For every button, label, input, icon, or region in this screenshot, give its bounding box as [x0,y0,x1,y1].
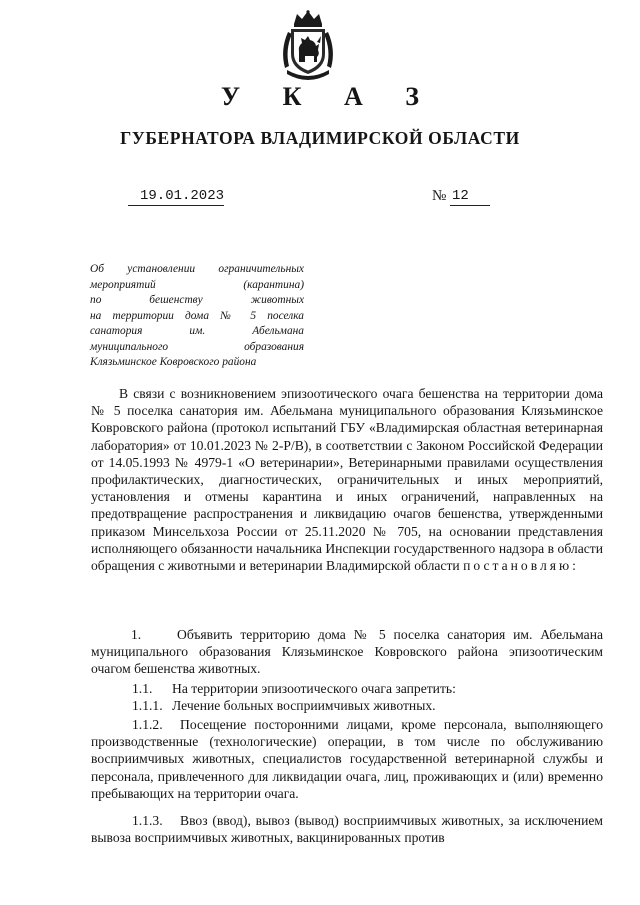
clause-1-1-2 [91,716,603,802]
issuer-title: ГУБЕРНАТОРА ВЛАДИМИРСКОЙ ОБЛАСТИ [120,128,520,148]
decree-date: 19.01.2023 [128,188,224,206]
decree-word: постановляю: [463,558,579,574]
clause-1-1-3 [91,812,603,846]
subject-line: Клязьминское Ковровского района [90,356,257,368]
clause-number: 1.1.3. [132,813,163,828]
subject-line: Об установлении ограничительных [90,263,304,275]
coat-of-arms-icon [277,10,339,80]
subject-line: на территории дома № 5 поселка [90,309,304,322]
clause-number: 1.1. [132,681,153,696]
clause-text: Объявить территорию дома № 5 поселка санатория им. Абельмана муниципального образования Клязьминское Ковровского района эпизоотическим очагом бешенства животных. [91,627,603,677]
decree-subject [90,262,304,371]
subject-line: санатория им. Абельмана [90,325,304,337]
clause-number: 1.1.2. [132,717,163,732]
clause-number: 1. [131,627,142,642]
clause-text: На территории эпизоотического очага запретить: [172,681,456,696]
preamble-text: В связи с возникновением эпизоотического очага бешенства на территории дома № 5 поселка санатория им. Абельмана муниципального образования Клязьминское Ковровского района (протокол испытаний ГБУ «Владимирская областная ветеринарная лаборатория» от 10.01.2023 № 2-Р/В), в соответствии с Законом Российской Федерации от 14.05.1993 № 4979-1 «О ветеринарии», Ветеринарными правилами осуществления профилактических, диагностических, ограничительных и иных мероприятий, установления и отмены карантина и иных ограничений, направленных на предотвращение распространения и ликвидацию очагов бешенства, утвержденными приказом Минсельхоза России от 25.11.2020 № 705, на основании представления исполняющего обязанности начальника Инспекции государственного надзора в области обращения с животными и ветеринарии Владимирской области [91,386,603,574]
clause-1 [91,626,603,678]
subject-line: по бешенству животных [90,294,304,306]
document-type-title: У К А З [221,82,437,111]
number-sign: № [432,188,447,204]
clause-text: Посещение посторонними лицами, кроме персонала, выполняющего производственные (технологические) операции, в том числе по обслуживанию восприимчивых животных, специалистов государственной ветеринарной службы и персонала, привлеченного для ликвидации очага, лиц, проживающих и (или) временно пребывающих на территории очага. [91,717,603,801]
clause-1-1 [91,680,603,697]
preamble-paragraph [91,385,603,574]
clause-number: 1.1.1. [132,698,163,713]
clause-text: Лечение больных восприимчивых животных. [172,698,436,713]
subject-line: муниципального образования [90,340,304,353]
clause-text: Ввоз (ввод), вывоз (вывод) восприимчивых животных, за исключением вывоза восприимчивых животных, вакцинированных против [91,813,603,846]
clause-1-1-1 [91,697,603,714]
subject-line: мероприятий (карантина) [90,278,304,291]
decree-number: 12 [450,188,490,206]
